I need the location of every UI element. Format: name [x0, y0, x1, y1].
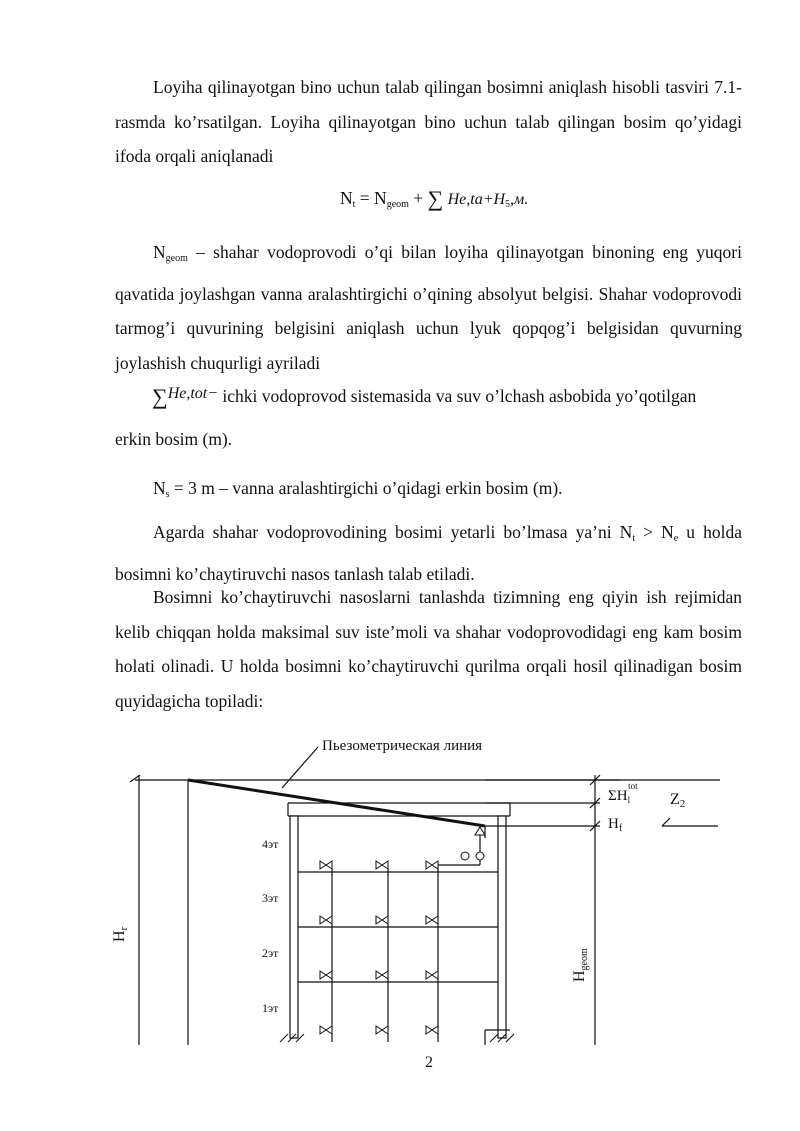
page-number: 2: [425, 1054, 433, 1071]
valve-icon: [320, 916, 332, 924]
piezometric-line-label: Пьезометрическая линия: [322, 738, 483, 754]
paragraph-sum-cont: erkin bosim (m).: [115, 429, 233, 449]
floor-label-4: 4эт: [262, 837, 279, 851]
sum-h-label: $\Sigma H_ltot$: [608, 781, 638, 805]
paragraph-ns: $N_s = 3$ m – vanna aralashtirgichi o’qidagi erkin bosim (m).: [153, 478, 563, 500]
sum-loss-line: ∑He,tot− ichki vodoprovod sistemasida va suv o’lchash asbobida yo’qotilgan: [152, 384, 697, 409]
pressure-scheme-figure: [100, 730, 740, 1050]
hr-label: Hr: [111, 926, 130, 942]
hf-label: $H_f$: [608, 816, 623, 834]
valve-icon: [320, 861, 332, 869]
valve-icon: [376, 1026, 388, 1034]
z2-label: Z2: [670, 791, 686, 810]
valve-icon: [426, 971, 438, 979]
valve-icon: [376, 916, 388, 924]
paragraph-intro: Loyiha qilinayotgan bino uchun talab qilingan bosimni aniqlash hisobli tasviri 7.1-rasmda ko’rsatilgan. Loyiha qilinayotgan bino uchun talab qilingan bosim qo’yidagi ifoda orqali aniqlanadi: [115, 77, 742, 166]
floor-label-2: 2эт: [262, 946, 279, 960]
paragraph-pump: Bosimni ko’chaytiruvchi nasoslarni tanlashda tizimning eng qiyin ish rejimidan kelib chiqqan holda maksimal suv iste’moli va shahar vodoprovodidagi eng kam bosim holati olinadi. U holda bosimni ko’chaytiruvchi qurilma orqali hosil qilinadigan bosim quyidagicha topiladi:: [115, 587, 742, 711]
floor-label-1: 1эт: [262, 1001, 279, 1015]
floor-label-3: 3эт: [262, 891, 279, 905]
paragraph-ngeom: $N_{geom}$ – shahar vodoprovodi o’qi bilan loyiha qilinayotgan binoning eng yuqori qavatida joylashgan vanna aralashtirgichi o’qining absolyut belgisi. Shahar vodoprovodi tarmog’i quvurining belgisini aniqlash uchun lyuk qopqog’i belgisidan quvurning joylashish chuqurligi ayriladi: [115, 242, 742, 373]
valve-icon: [320, 1026, 332, 1034]
paragraph-condition: Agarda shahar vodoprovodining bosimi yetarli bo’lmasa ya’ni $N_t > N_e$ u holda bosimni ko’chaytiruvchi nasos tanlash talab etiladi.: [115, 522, 742, 584]
valve-icon: [426, 916, 438, 924]
hgeom-label: Hgeom: [571, 948, 590, 982]
valve-icon: [426, 861, 438, 869]
valve-icon: [376, 861, 388, 869]
pressure-formula: $N_t = N_{geom}$ + ∑ $He,ta+H_5,м$.: [340, 186, 529, 211]
valve-icon: [426, 1026, 438, 1034]
valve-icon: [320, 971, 332, 979]
valve-icon: [376, 971, 388, 979]
